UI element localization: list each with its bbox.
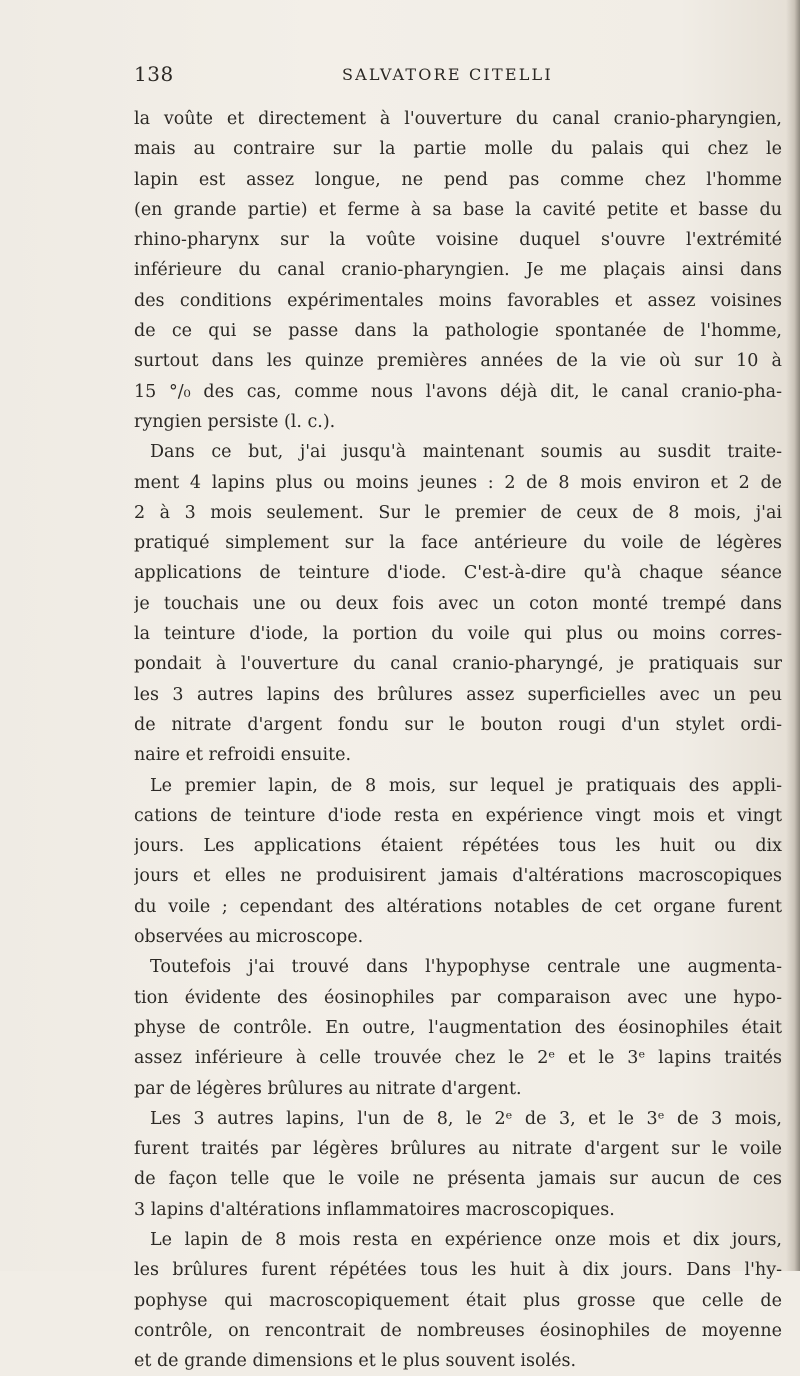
text-line: assez inférieure à celle trouvée chez le 2ᵉ et le 3ᵉ lapins traités [134,1048,782,1069]
page-edge-shadow [786,0,800,1271]
text-line: les 3 autres lapins des brûlures assez superficielles avec un peu [134,684,782,705]
text-line: de nitrate d'argent fondu sur le bouton rougi d'un stylet ordi- [134,714,782,735]
text-line: de façon telle que le voile ne présenta jamais sur aucun de ces [134,1169,782,1190]
text-line: pratiqué simplement sur la face antérieure du voile de légères [134,533,782,554]
paragraph-start-line: Le lapin de 8 mois resta en expérience onze mois et dix jours, [150,1229,782,1250]
text-line: je touchais une ou deux fois avec un coton monté trempé dans [134,593,782,614]
text-line: contrôle, on rencontrait de nombreuses éosinophiles de moyenne [134,1320,782,1341]
text-line: des conditions expérimentales moins favorables et assez voisines [134,290,782,311]
paragraph-start-line: Les 3 autres lapins, l'un de 8, le 2ᵉ de 3, et le 3ᵉ de 3 mois, [150,1108,782,1129]
text-line: jours et elles ne produisirent jamais d'altérations macroscopiques [134,866,782,887]
page-header [134,62,782,92]
text-line: mais au contraire sur la partie molle du palais qui chez le [134,139,782,160]
text-line: les brûlures furent répétées tous les huit à dix jours. Dans l'hy- [134,1260,782,1281]
text-line: surtout dans les quinze premières années de la vie où sur 10 à [134,351,782,372]
paragraph-end-line: observées au microscope. [134,927,364,948]
text-line: furent traités par légères brûlures au nitrate d'argent sur le voile [134,1139,782,1160]
page-number: 138 [134,62,174,86]
text-line: lapin est assez longue, ne pend pas comme chez l'homme [134,169,782,190]
paragraph-end-line: ryngien persiste (l. c.). [134,411,336,432]
text-line: la teinture d'iode, la portion du voile qui plus ou moins corres- [134,624,782,645]
paragraph-end-line: et de grande dimensions et le plus souvent isolés. [134,1351,577,1372]
text-line: physe de contrôle. En outre, l'augmentation des éosinophiles était [134,1017,782,1038]
text-line: jours. Les applications étaient répétées tous les huit ou dix [134,836,782,857]
paragraph-start-line: Toutefois j'ai trouvé dans l'hypophyse centrale une augmenta- [150,957,782,978]
text-line: du voile ; cependant des altérations notables de cet organe furent [134,896,782,917]
text-line: de ce qui se passe dans la pathologie spontanée de l'homme, [134,321,782,342]
text-line: pondait à l'ouverture du canal cranio-pharyngé, je pratiquais sur [134,654,782,675]
text-line: inférieure du canal cranio-pharyngien. Je me plaçais ainsi dans [134,260,782,281]
text-line: 15 °/₀ des cas, comme nous l'avons déjà dit, le canal cranio-pha- [134,381,782,402]
paragraph-end-line: naire et refroidi ensuite. [134,745,352,766]
text-line: ment 4 lapins plus ou moins jeunes : 2 de 8 mois environ et 2 de [134,472,782,493]
text-line: applications de teinture d'iode. C'est-à-dire qu'à chaque séance [134,563,782,584]
text-line: rhino-pharynx sur la voûte voisine duquel s'ouvre l'extrémité [134,230,782,251]
paragraph-start-line: Dans ce but, j'ai jusqu'à maintenant soumis au susdit traite- [150,442,782,463]
text-line: tion évidente des éosinophiles par comparaison avec une hypo- [134,987,782,1008]
text-line: (en grande partie) et ferme à sa base la cavité petite et basse du [134,199,782,220]
paragraph-start-line: Le premier lapin, de 8 mois, sur lequel je pratiquais des appli- [150,775,782,796]
running-head: SALVATORE CITELLI [342,65,553,84]
text-line: pophyse qui macroscopiquement était plus grosse que celle de [134,1290,782,1311]
text-line: cations de teinture d'iode resta en expérience vingt mois et vingt [134,805,782,826]
paragraph-end-line: par de légères brûlures au nitrate d'argent. [134,1078,522,1099]
text-line: 2 à 3 mois seulement. Sur le premier de ceux de 8 mois, j'ai [134,502,782,523]
paragraph-end-line: 3 lapins d'altérations inflammatoires macroscopiques. [134,1199,615,1220]
text-line: la voûte et directement à l'ouverture du canal cranio-pharyngien, [134,109,782,129]
body-text [134,104,782,1376]
